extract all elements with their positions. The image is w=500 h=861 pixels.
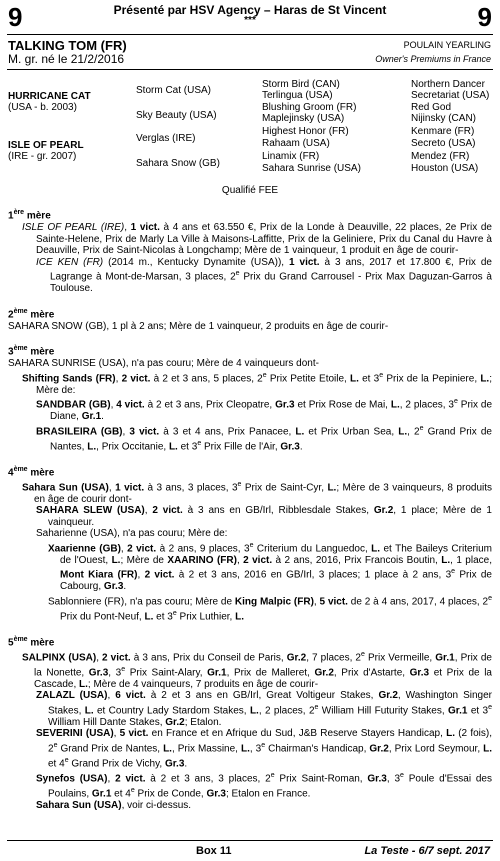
produce-record: Sahara Sun (USA), voir ci-dessus.	[36, 799, 192, 811]
pedigree-gen3: Terlingua (USA)	[262, 90, 333, 101]
owner-premiums: Owner's Premiums in France	[375, 54, 491, 64]
pedigree-gen3: Linamix (FR)	[262, 151, 320, 162]
produce-record: BRASILEIRA (GB), 3 vict. à 3 et 4 ans, Prix Panacee, L. et Prix Urban Sea, L., 2e Grand Prix de Nantes, L., Prix Occitanie, L. et 3e Prix Fille de l'Air, Gr.3.	[36, 424, 492, 453]
pedigree-gen3: Blushing Groom (FR)	[262, 102, 357, 113]
sale-venue-date: La Teste - 6/7 sept. 2017	[364, 845, 490, 857]
pedigree-gen2: Sky Beauty (USA)	[136, 110, 217, 121]
pedigree-gen4: Secretariat (USA)	[411, 90, 490, 101]
sire-name: HURRICANE CAT	[8, 91, 91, 102]
dam-record: Sahara Sun (USA), 1 vict. à 3 ans, 3 places, 3e Prix de Saint-Cyr, L.; Mère de 3 vainqueurs, 8 produits en âge de courir dont-	[22, 480, 492, 505]
pedigree-gen4: Secreto (USA)	[411, 138, 476, 149]
horse-name: TALKING TOM (FR)	[8, 38, 127, 53]
pedigree-gen4: Northern Dancer	[411, 79, 485, 90]
lot-number-left: 9	[8, 2, 23, 32]
produce-record: ZALAZL (USA), 6 vict. à 2 et 3 ans en GB/Irl, Great Voltigeur Stakes, Gr.2, Washington Singer Stakes, L. et Country Lady Stardom Stakes, L., 2 places, 2e William Hill Futurity Stakes, Gr.1 et 3e William Hill Dante Stakes, Gr.2; Etalon.	[36, 690, 493, 728]
pedigree-gen3: Storm Bird (CAN)	[262, 79, 340, 90]
dam-name: ISLE OF PEARL	[8, 140, 84, 151]
section-heading: 5ème mère	[8, 635, 55, 649]
horse-details: M. gr. né le 21/2/2016	[8, 52, 125, 66]
dam-record: SALPINX (USA), 2 vict. à 3 ans, Prix du Conseil de Paris, Gr.2, 7 places, 2e Prix Vermeille, Gr.1, Prix de la Nonette, Gr.3, 3e Prix Saint-Alary, Gr.1, Prix de Malleret, Gr.2, Prix d'Astarte, Gr.3 et Prix de la Cascade, L.; Mère de 4 vainqueurs, 7 produits en âge de courir-	[22, 650, 492, 690]
stars: ***	[244, 15, 256, 26]
pedigree-gen2: Verglas (IRE)	[136, 133, 196, 144]
produce-record: Xaarienne (GB), 2 vict. à 2 ans, 9 places, 3e Criterium du Languedoc, L. et The Baileys Criterium de l'Ouest, L.; Mère de XAARINO (FR), 2 vict. à 2 ans, 2016, Prix Francois Boutin, L., 1 place, Mont Kiara (FR), 2 vict. à 2 et 3 ans, 2016 en GB/Irl, 3 places; 1 place à 2 ans, 3e Prix de Cabourg, Gr.3.	[48, 541, 492, 593]
pedigree-gen4: Mendez (FR)	[411, 151, 470, 162]
qualification: Qualifié FEE	[221, 185, 279, 196]
pedigree-gen2: Sahara Snow (GB)	[136, 158, 220, 169]
produce-record: Sablonniere (FR), n'a pas couru; Mère de King Malpic (FR), 5 vict. de 2 à 4 ans, 2017, 4 places, 2e Prix du Pont-Neuf, L. et 3e Prix Luthier, L.	[48, 594, 492, 623]
produce-record: Shifting Sands (FR), 2 vict. à 2 et 3 ans, 5 places, 2e Prix Petite Etoile, L. et 3e Prix de la Pepiniere, L.; Mère de:	[22, 371, 492, 396]
divider-top	[7, 34, 493, 35]
sire-info: (USA - b. 2003)	[8, 102, 77, 113]
produce-record: SEVERINI (USA), 5 vict. en France et en Afrique du Sud, J&B Reserve Stayers Handicap, L. (2 fois), 2e Grand Prix de Nantes, L., Prix Massine, L., 3e Chairman's Handicap, Gr.2, Prix Lord Seymour, L. et 4e Grand Prix de Vichy, Gr.3.	[36, 728, 492, 770]
produce-record: Saharienne (USA), n'a pas couru; Mère de:	[36, 528, 228, 540]
pedigree-gen3: Highest Honor (FR)	[262, 126, 349, 137]
pedigree-gen3: Rahaam (USA)	[262, 138, 330, 149]
pedigree-gen4: Houston (USA)	[411, 163, 479, 174]
sale-category: POULAIN YEARLING	[403, 40, 491, 50]
section-heading: 2ème mère	[8, 307, 55, 321]
section-heading: 4ème mère	[8, 465, 55, 479]
dam-record: ISLE OF PEARL (IRE), 1 vict. à 4 ans et 63.550 €, Prix de la Londe à Deauville, 22 places, 2e Prix de Sainte-Helene, Prix de Marly La Ville à Maisons-Laffitte, Prix de la Geliniere, Prix du Canal du Havre à Deauville, Prix de Saint-Nicolas à Longchamp; Mère de 1 vainqueur, 1 produit en âge de courir-	[22, 221, 492, 257]
divider-pedigree	[7, 69, 493, 70]
dam-info: (IRE - gr. 2007)	[8, 151, 77, 162]
pedigree-gen4: Nijinsky (CAN)	[411, 113, 476, 124]
produce-record: ICE KEN (FR) (2014 m., Kentucky Dynamite (USA)), 1 vict. à 3 ans, 2017 et 17.800 €, Prix de Lagrange à Mont-de-Marsan, 3 places, 2e Prix du Grand Carrousel - Prix Max Daguzan-Garros à Toulouse.	[36, 256, 492, 295]
divider-bottom	[7, 840, 493, 841]
section-heading: 3ème mère	[8, 345, 55, 358]
pedigree-gen4: Kenmare (FR)	[411, 126, 475, 137]
box-number: Box 11	[196, 845, 232, 857]
pedigree-gen2: Storm Cat (USA)	[136, 85, 212, 96]
consignor-line: Présenté par HSV Agency – Haras de St Vincent	[113, 3, 387, 17]
dam-record: SAHARA SNOW (GB), 1 pl à 2 ans; Mère de 1 vainqueur, 2 produits en âge de courir-	[8, 320, 389, 332]
produce-record: SANDBAR (GB), 4 vict. à 2 et 3 ans, Prix Cleopatre, Gr.3 et Prix Rose de Mai, L., 2 places, 3e Prix de Diane, Gr.1.	[36, 398, 493, 423]
produce-record: SAHARA SLEW (USA), 2 vict. à 3 ans en GB/Irl, Ribblesdale Stakes, Gr.2, 1 place; Mère de 1 vainqueur.	[36, 505, 492, 528]
pedigree-gen3: Sahara Sunrise (USA)	[262, 163, 361, 174]
catalogue-body	[8, 207, 492, 811]
pedigree-gen4: Red God	[411, 102, 452, 113]
pedigree-gen3: Maplejinsky (USA)	[262, 113, 345, 124]
section-heading: 1ère mère	[8, 209, 51, 222]
lot-number-right: 9	[477, 2, 492, 32]
dam-record: SAHARA SUNRISE (USA), n'a pas couru; Mère de 4 vainqueurs dont-	[8, 358, 319, 370]
produce-record: Synefos (USA), 2 vict. à 2 et 3 ans, 3 places, 2e Prix Saint-Roman, Gr.3, 3e Poule d'Essai des Poulains, Gr.1 et 4e Prix de Conde, Gr.3; Etalon en France.	[36, 771, 492, 799]
